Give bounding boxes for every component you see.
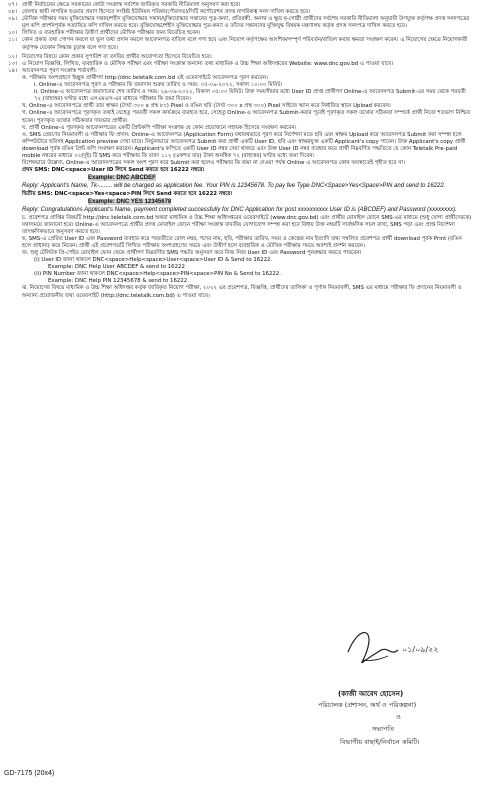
- sub-item: i. Online-এ আবেদনপত্র পূরণ ও পরীক্ষার ফি জমাদান শুরুর তারিখ ও সময়: ০৫-০৯-২০২২, সকাল ১০:০০ মিনিট।: [34, 82, 283, 89]
- sms-first-reply: Reply: Applicant's Name, Tk-........ will be charged as application fee. Your PIN is 12345678. To pay fee Type DNC<Space>Yes<Space>PIN and send to 16222.: [22, 183, 446, 190]
- sms-first-label: প্রথম SMS: DNC<space>User ID লিখে Send করতে হবে 16222 নম্বরে।: [22, 167, 205, 174]
- sms-second-reply: Reply: Congratulations Applicant's Name, payment completed successfully for DNC Application for post xxxxxxxxxx User ID is (ABCDEF) and Password (xxxxxxxx).: [22, 206, 457, 213]
- item-number: ১২।: [8, 53, 17, 60]
- sms-first-example: Example: DNC ABCDEF: [88, 175, 156, 182]
- sub-item: বিশেষভাবে উল্লেখ্য, Online-এ আবেদনপত্রের সকল অংশ পূরণ করে Submit করা হলেও পরীক্ষার ফি জমা না দেওয়া পর্যন্ত Online এ আবেদনপত্র কোন অবস্থাতেই গৃহীত হবে না।: [22, 160, 405, 167]
- footer-code: GD-7175 (20x4): [4, 770, 55, 777]
- sub-item: গ. Online-এ আবেদনপত্রে পূরণকৃত তথ্যই যেহেতু পরবর্তী সকল কার্যক্রমে ব্যবহৃত হবে, সেহেতু Online-এ আবেদনপত্র Submit-করার পূর্বেই পূরণকৃত সকল তথ্যের সঠিকতা সম্পর্কে প্রার্থী নিজে শতভাগ নিশ্চিত হবেন। পূরণকৃত তথ্যের সঠিকতার দায়ভার প্রার্থীর।: [22, 110, 471, 124]
- item-text: লিখিত ও ব্যবহারিক পরীক্ষায় উত্তীর্ণ প্রার্থীদের মৌখিক পরীক্ষার জন্য বিবেচিত হবেন।: [22, 30, 201, 37]
- sms-second-example: Example: DNC YES 12345678: [88, 198, 172, 205]
- sub-item: চ. প্রবেশপত্র প্রাপ্তির বিষয়টি http://dnc.teletalk.com.bd অথবা মাধ্যমিক ও উচ্চ শিক্ষা অধিদপ্তরের ওয়েবসাইটে (www.dnc.gov.bd) এবং প্রার্থীর মোবাইল ফোনে SMS-এর মাধ্যমে (শুধু যোগ্য প্রার্থীদেরকে) যথাসময়ে জানানো হবে। Online-এ আবেদনপত্রে প্রার্থীর প্রদত্ত মোবাইল ফোনে পরীক্ষা সংক্রান্ত যাবতীয় যোগাযোগ সম্পন্ন করা হবে বিধায় উক্ত নম্বরটি সার্বক্ষণিক সচল রাখা, SMS পড়া এবং প্রাপ্ত নির্দেশনা তাৎক্ষণিকভাবে অনুসরণ করতে হবে।: [22, 214, 472, 235]
- sub-item: খ. Online-এ আবেদনপত্রে প্রার্থী তার স্বাক্ষর (দৈর্ঘ্য ৩০০ x প্রস্থ ৮০) Pixel ও রঙিন ছবি (দৈর্ঘ্য ৩০০ x প্রস্থ ৩০০) Pixel সাইজে স্ক্যান করে নির্ধারিত স্থানে Upload করবেন।: [22, 103, 391, 110]
- signatory-chair: সভাপতি: [372, 725, 395, 733]
- item-text: মৌখিক পরীক্ষার সময় মুক্তিযোদ্ধার সন্তান/শহীদ মুক্তিযোদ্ধার সন্তান/মুক্তিযোদ্ধার সন্তানের পুত্র-কন্যা, প্রতিবন্ধী, অনাথ ও ক্ষুদ্র নৃ-গোষ্ঠী প্রার্থীদের সর্বশেষ সরকারি নীতিমালা অনুযায়ী উপযুক্ত কর্তৃপক্ষ প্রদত্ত সনদপত্রের মূল কপি প্রদর্শনপূর্বক সত্যায়িত কপি দাখিল করতে হবে। মুক্তিযোদ্ধা/শহীদ মুক্তিযোদ্ধার পুত্র-কন্যা ও তাঁদের সন্তানদের মুক্তিযুদ্ধ বিষয়ক মন্ত্রণালয় কর্তৃক প্রদত্ত সনদপত্র দাখিল করতে হবে।: [22, 16, 470, 30]
- item-number: ১৪।: [8, 67, 17, 74]
- item-number: ০৯।: [8, 16, 17, 23]
- item-number: ১০।: [8, 30, 17, 37]
- sub-item: ছ. SMS-এ প্রেরিত User ID এবং Password ব্যবহার করে পরবর্তীতে রোল নম্বর, পদের নাম, ছবি, পরীক্ষার তারিখ, সময় ও কেন্দ্রের নাম ইত্যাদি তথ্য সম্বলিত প্রবেশপত্র প্রার্থী download পূর্বক Print (রঙিন হলে প্রাধান্য) করে নিবেন। প্রার্থী এই প্রবেশপত্রটি লিখিত পরীক্ষায় অংশগ্রহণের সময়ে এবং উত্তীর্ণ হলে ব্যবহারিক ও মৌখিক পরীক্ষার সময়ে অবশ্যই প্রদর্শন করবেন।: [22, 235, 462, 249]
- recovery-line: (ii) PIN Number জানা থাকলে DNC<space>Help<space>PIN<space>PIN No & Send to 16222.: [34, 271, 281, 278]
- item-number: ০৭।: [8, 2, 17, 8]
- sub-item: ঙ. SMS প্রেরণের নিয়মাবলী ও পরীক্ষার ফি প্রদান: Online-এ আবেদনপত্র (Application Form) যথাযথভাবে পূরণ করে নির্দেশনা মতে ছবি এবং স্বাক্ষর Upload করে আবেদনপত্র Submit করা সম্পন্ন হলে কম্পিউটারে ছবিসহ Application preview দেখা যাবে। নির্ভুলভাবে আবেদনপত্র Submit করা প্রার্থী একটি User ID, ছবি এবং স্বাক্ষরযুক্ত একটি Applicant's copy পাবেন। উক্ত Applicant's copy প্রার্থী download পূর্বক রঙিন প্রিন্ট কপি সংরক্ষণ করবেন। Applicant's কপিতে একটি User ID নম্বর দেয়া থাকবে এবং উক্ত User ID নম্বর ব্যবহার করে প্রার্থী নিম্নবর্ণিত পদ্ধতিতে যে কোন Teletalk Pre-paid mobile নম্বরের মাধ্যমে ০২(দুই) টি SMS করে পরীক্ষার ফি বাবদ ১১২ (একশত বার) টাকা অনধিক ৭২ (বাহাত্তর) ঘণ্টার মধ্যে জমা দিবেন।: [22, 131, 466, 159]
- signatory-and: ও: [396, 713, 401, 721]
- recovery-example: Example: DNC Help User ABCDEF & send to 16222: [48, 264, 185, 271]
- sub-item: ঝ. নিয়োগের বিষয়ে মাধ্যমিক ও উচ্চ শিক্ষা অধিদপ্তর কর্তৃক জারিকৃত নিয়োগ পরীক্ষা, ২০২২ এর প্রবেশপত্র, বিজ্ঞপ্তি, প্রার্থীদের তালিকা ও পূর্ণাঙ্গ নিয়মাবলী, SMS এর মাধ্যমে পরীক্ষার ফি প্রদানের নিয়মাবলী ও অন্যান্য প্রয়োজনীয় তথ্য ওয়েবসাইট (http://dnc.teletalk.com.bd) এ পাওয়া যাবে।: [22, 285, 462, 299]
- signature-date: ০১/০৯/২২: [402, 645, 439, 654]
- sub-item: ঘ. প্রার্থী Online-এ পূরণকৃত আবেদনপত্রের একটি প্রিন্টকপি পরীক্ষা সংক্রান্ত যে কোন প্রয়োজনে সহায়ক হিসেবে সংরক্ষণ করবেন।: [22, 124, 297, 131]
- signatory-committee: বিভাগীয় বাছাই/নির্বাচন কমিটি।: [340, 738, 420, 746]
- sms-second-label: দ্বিতীয় SMS: DNC<space>Yes<space>PIN লিখে Send করতে হবে 16222 নম্বরে।: [22, 190, 233, 197]
- item-text: কোন প্রকার তথ্য গোপন করলে বা ভুল তথ্য প্রদান করলে আবেদনপত্র বাতিল বলে গণ্য হবে এবং নিয়োগ কর্তৃপক্ষের আংশিক/সম্পূর্ণ পরিবর্তন/বাতিল করার ক্ষমতা সংরক্ষণ করেন। এ নিয়োগের ক্ষেত্রে নিয়োগকারী কর্তৃপক্ষ যেকোন সিদ্ধান্ত চূড়ান্ত বলে গণ্য হবে।: [22, 37, 468, 51]
- list-item: [8, 16, 472, 30]
- list-item: [8, 68, 472, 75]
- signatory-name: (কাজী আবেদ হোসেন): [338, 690, 404, 698]
- item-number: ১১।: [8, 37, 17, 44]
- list-item: [8, 61, 472, 68]
- signature-mark: [328, 622, 478, 672]
- item-number: ০৮।: [8, 9, 17, 16]
- list-item: [8, 37, 472, 51]
- item-text: আবেদনপত্র পূরণ সংক্রান্ত শর্তাবলী:: [22, 67, 97, 74]
- list-item: [8, 54, 472, 61]
- notice-body: [8, 2, 472, 300]
- item-text: প্রার্থী নির্বাচনের ক্ষেত্রে সরকারের কোটা সংক্রান্ত সর্বশেষ জারিকৃত সরকারি নীতিমালা অনুসরণ করা হবে।: [22, 2, 241, 8]
- recovery-example: Example: DNC Help PIN 12345678 & send to 16222.: [48, 278, 189, 285]
- sub-item: জ. শুধু টেলিটক প্রি-পেইড মোবাইল ফোন থেকে প্রার্থীগণ নিম্নবর্ণিত SMS পদ্ধতি অনুসরণ করে নিজ নিজ User ID এবং Password পুনরুদ্ধার করতে পারবেন।: [22, 250, 362, 256]
- sub-item: ii. Online-এ আবেদনপত্র জমাদানের শেষ তারিখ ও সময়: ২৯-০৯-২০২২, বিকাল ০৫:০০ মিনিট। উক্ত সময়সীমার মধ্যে User ID প্রাপ্ত প্রার্থীগণ Online-এ আবেদনপত্র Submit-এর সময় থেকে পরবর্তী ৭২ (বাহাত্তর) ঘণ্টার মধ্যে এসএমএস-এর মাধ্যমে পরীক্ষার ফি জমা দিবেন।: [34, 89, 466, 103]
- item-number: ১৩।: [8, 60, 17, 67]
- item-text: এ নিয়োগ বিজ্ঞপ্তি, লিখিত, ব্যবহারিক ও মৌখিক পরীক্ষা এবং পরীক্ষা সংক্রান্ত অন্যান্য তথ্য মাধ্যমিক ও উচ্চ শিক্ষা অধিদপ্তরের Website: www.dnc.gov.bd এ পাওয়া যাবে।: [22, 60, 394, 67]
- signatory-role: পরিচালক (প্রশাসন, অর্থ ও পরিকল্পনা): [318, 701, 417, 709]
- item-text: নিয়োগের বিষয়ে কোন প্রকার সুপারিশ বা তদবির প্রার্থীর অযোগ্যতা হিসেবে বিবেচিত হবে।: [22, 53, 212, 60]
- recovery-line: (i) User ID জানা থাকলে DNC<space>Help<space>User<space>User ID & Send to 16222.: [34, 257, 273, 264]
- item-text: জেলার স্থায়ী নাগরিক হওয়ার প্রমাণ হিসেবে সংশ্লিষ্ট ইউনিয়ন পরিষদ/পৌরসভা/সিটি কর্পোরেশন প্রদত্ত নাগরিকত্ব সনদ দাখিল করতে হবে।: [22, 9, 311, 16]
- sub-item: ক. পরীক্ষায় অংশগ্রহণে ইচ্ছুক প্রার্থীগণ http://dnc.teletalk.com.bd এই ওয়েবসাইটে আবেদনপত্র পূরণ করবেন।: [22, 74, 268, 81]
